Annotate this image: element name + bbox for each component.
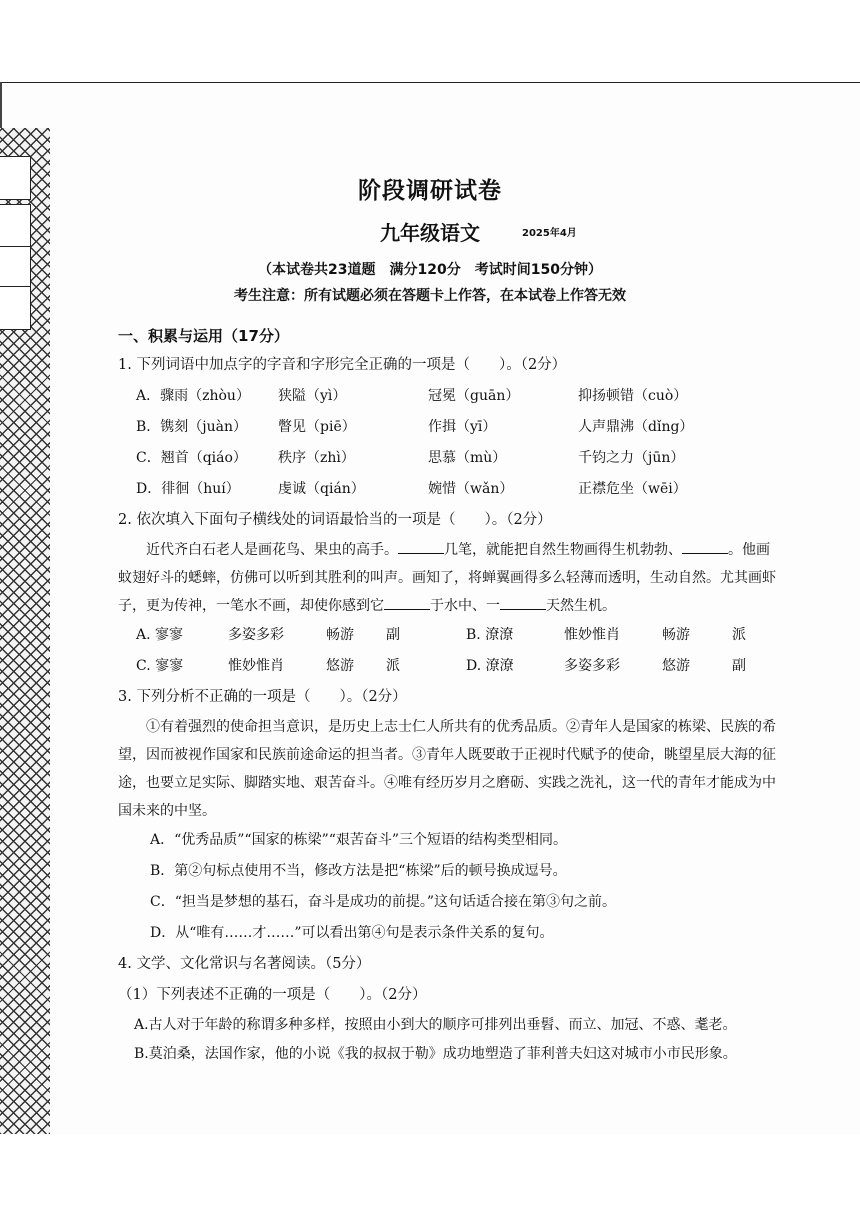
q1-option: 虔诚（qián） bbox=[278, 481, 365, 497]
question-4-sub-1: （1）下列表述不正确的一项是（ ）。（2分） bbox=[118, 987, 427, 1003]
section-heading: 一、积累与运用（17分） bbox=[118, 327, 289, 345]
exam-content bbox=[118, 322, 778, 1069]
q2-option: 惟妙惟肖 bbox=[228, 658, 284, 674]
q2-passage-text: 于水中、一 bbox=[430, 598, 500, 614]
exam-title: 阶段调研试卷 bbox=[358, 178, 502, 204]
q1-option: 千钧之力（jūn） bbox=[578, 450, 685, 466]
q4-option-b: B.莫泊桑，法国作家，他的小说《我的叔叔于勒》成功地塑造了菲利普夫妇这对城市小市民形象。 bbox=[134, 1046, 737, 1062]
question-2-passage bbox=[118, 536, 778, 620]
q2-option: 多姿多彩 bbox=[228, 627, 284, 643]
q3-option-a: A．“优秀品质”“国家的栋梁”“艰苦奋斗”三个短语的结构类型相同。 bbox=[150, 832, 568, 848]
question-1-stem: 1. 下列词语中加点字的字音和字形完全正确的一项是（ ）。（2分） bbox=[118, 357, 567, 373]
q1-option: 思慕（mù） bbox=[428, 450, 507, 466]
q2-option: D. 潦潦 bbox=[466, 658, 514, 674]
q1-option: 秩序（zhì） bbox=[278, 450, 355, 466]
q1-option: 正襟危坐（wēi） bbox=[578, 481, 687, 497]
exam-info: （本试卷共23道题 满分120分 考试时间150分钟） bbox=[258, 262, 602, 278]
question-4-stem: 4. 文学、文化常识与名著阅读。（5分） bbox=[118, 956, 371, 972]
q2-passage-text: 天然生机。 bbox=[546, 598, 616, 614]
fill-blank bbox=[384, 595, 430, 610]
q2-option: 多姿多彩 bbox=[564, 658, 620, 674]
q2-option: 副 bbox=[732, 658, 746, 674]
question-3-stem: 3. 下列分析不正确的一项是（ ）。（2分） bbox=[118, 689, 407, 705]
q2-option: 派 bbox=[732, 627, 746, 643]
q2-passage-text: 。他画蚊翅好斗的蟋蟀，仿佛可以听到其胜利的叫声。画知了，将蝉翼画得多么轻薄而透明，生动自然。尤其画虾子，更为传神，一笔水不画，却使你感到它 bbox=[118, 542, 776, 614]
q2-option: 副 bbox=[386, 627, 400, 643]
q1-option: C．翘首（qiáo） bbox=[136, 450, 247, 466]
q2-option: 悠游 bbox=[326, 658, 354, 674]
q1-option: 冠冕（guān） bbox=[428, 388, 520, 404]
exam-date: 2025年4月 bbox=[522, 228, 577, 239]
question-1-options bbox=[118, 381, 778, 505]
q1-option: 婉惜（wǎn） bbox=[428, 481, 514, 497]
q1-option: 作揖（yī） bbox=[428, 419, 497, 435]
q3-option-d: D．从“唯有……才……”可以看出第④句是表示条件关系的复句。 bbox=[150, 925, 554, 941]
q2-option: 惟妙惟肖 bbox=[564, 627, 620, 643]
q1-option: D．徘徊（huí） bbox=[136, 481, 240, 497]
q4-option-a: A.古人对于年龄的称谓多种多样，按照由小到大的顺序可排列出垂髫、而立、加冠、不惑、耄老。 bbox=[134, 1017, 737, 1033]
q1-option: 瞥见（piē） bbox=[278, 419, 356, 435]
fill-blank bbox=[682, 539, 728, 554]
q1-option: 狭隘（yì） bbox=[278, 388, 347, 404]
q3-option-b: B．第②句标点使用不当，修改方法是把“栋梁”后的顿号换成逗号。 bbox=[150, 863, 567, 879]
q2-option: A. 寥寥 bbox=[136, 627, 184, 643]
q2-passage-text: 近代齐白石老人是画花鸟、果虫的高手。 bbox=[146, 542, 398, 558]
fill-blank bbox=[500, 595, 546, 610]
q1-option: B．镌刻（juàn） bbox=[136, 419, 248, 435]
question-3-passage: ①有着强烈的使命担当意识，是历史上志士仁人所共有的优秀品质。②青年人是国家的栋梁、民族的希望，因而被视作国家和民族前途命运的担当者。③青年人既要敢于正视时代赋予的使命，眺望星辰大海的征途，也要立足实际、脚踏实地、艰苦奋斗。④唯有经历岁月之磨砺、实践之洗礼，这一代的青年才能成为中国未来的中坚。 bbox=[118, 719, 776, 819]
q2-option: 悠游 bbox=[662, 658, 690, 674]
q2-option: 畅游 bbox=[662, 627, 690, 643]
q2-passage-text: 几笔，就能把自然生物画得生机勃勃、 bbox=[444, 542, 682, 558]
q2-option: 畅游 bbox=[326, 627, 354, 643]
q3-option-c: C．“担当是梦想的基石，奋斗是成功的前提。”这句话适合接在第③句之前。 bbox=[150, 894, 617, 910]
exam-subtitle: 九年级语文 bbox=[380, 221, 480, 245]
q2-option: B. 潦潦 bbox=[466, 627, 514, 643]
question-2-options bbox=[118, 620, 778, 682]
q2-option: 派 bbox=[386, 658, 400, 674]
q1-option: A．骤雨（zhòu） bbox=[136, 388, 250, 404]
q2-option: C. 寥寥 bbox=[136, 658, 184, 674]
q1-option: 抑扬顿错（cuò） bbox=[578, 388, 688, 404]
exam-notice: 考生注意：所有试题必须在答题卡上作答，在本试卷上作答无效 bbox=[234, 288, 626, 304]
fill-blank bbox=[398, 539, 444, 554]
question-2-stem: 2. 依次填入下面句子横线处的词语最恰当的一项是（ ）。（2分） bbox=[118, 512, 552, 528]
q1-option: 人声鼎沸（dǐng） bbox=[578, 419, 694, 435]
